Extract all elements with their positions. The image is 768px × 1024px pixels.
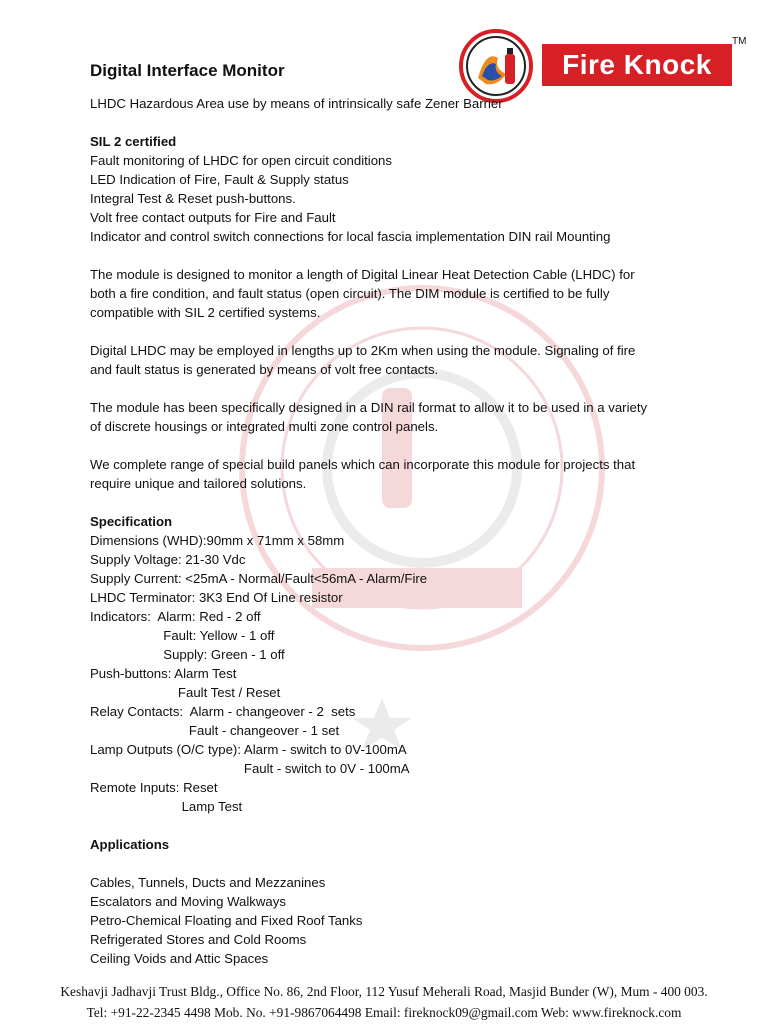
- list-item: Refrigerated Stores and Cold Rooms: [90, 932, 307, 947]
- spec-line: Fault - switch to 0V - 100mA: [90, 761, 410, 776]
- spec-line: Supply: Green - 1 off: [90, 647, 285, 662]
- applications-heading: Applications: [90, 837, 170, 852]
- trademark-mark: TM: [732, 36, 747, 47]
- spec-line: Indicators: Alarm: Red - 2 off: [90, 609, 261, 624]
- paragraph-line: We complete range of special build panels which can incorporate this module for projects that: [90, 457, 636, 472]
- list-item: Cables, Tunnels, Ducts and Mezzanines: [90, 875, 326, 890]
- spec-line: Dimensions (WHD):90mm x 71mm x 58mm: [90, 533, 345, 548]
- paragraph-panels: [90, 455, 690, 493]
- spec-line: Supply Voltage: 21-30 Vdc: [90, 552, 246, 567]
- footer-address: Keshavji Jadhavji Trust Bldg., Office No. 86, 2nd Floor, 112 Yusuf Meherali Road, Masjid Bunder (W), Mum - 400 003.: [60, 984, 708, 999]
- spec-line: Fault: Yellow - 1 off: [90, 628, 275, 643]
- brand-name: Fire Knock: [542, 44, 732, 86]
- list-item: Ceiling Voids and Attic Spaces: [90, 951, 269, 966]
- intro-text: LHDC Hazardous Area use by means of intrinsically safe Zener Barrier: [90, 96, 503, 111]
- paragraph-description: [90, 265, 690, 322]
- paragraph-line: The module has been specifically designed in a DIN rail format to allow it to be used in a variety: [90, 400, 648, 415]
- list-item: Escalators and Moving Walkways: [90, 894, 286, 909]
- list-item: Integral Test & Reset push-buttons.: [90, 191, 296, 206]
- paragraph-line: of discrete housings or integrated multi zone control panels.: [90, 419, 439, 434]
- spec-line: Fault - changeover - 1 set: [90, 723, 340, 738]
- feature-list: [90, 151, 690, 246]
- paragraph-line: The module is designed to monitor a length of Digital Linear Heat Detection Cable (LHDC) for: [90, 267, 635, 282]
- sil-heading: SIL 2 certified: [90, 134, 177, 149]
- footer-contact: Tel: +91-22-2345 4498 Mob. No. +91-9867064498 Email: fireknock09@gmail.com Web: www.fireknock.com: [86, 1005, 682, 1020]
- specification-heading: Specification: [90, 514, 173, 529]
- list-item: Indicator and control switch connections for local fascia implementation DIN rail Mounting: [90, 229, 611, 244]
- list-item: LED Indication of Fire, Fault & Supply status: [90, 172, 349, 187]
- spec-line: Supply Current: <25mA - Normal/Fault<56mA - Alarm/Fire: [90, 571, 428, 586]
- paragraph-line: compatible with SIL 2 certified systems.: [90, 305, 321, 320]
- paragraph-line: require unique and tailored solutions.: [90, 476, 307, 491]
- paragraph-length: [90, 341, 690, 379]
- spec-line: Relay Contacts: Alarm - changeover - 2 sets: [90, 704, 356, 719]
- paragraph-line: Digital LHDC may be employed in lengths up to 2Km when using the module. Signaling of fire: [90, 343, 636, 358]
- list-item: Fault monitoring of LHDC for open circuit conditions: [90, 153, 392, 168]
- list-item: Petro-Chemical Floating and Fixed Roof Tanks: [90, 913, 363, 928]
- spec-line: Remote Inputs: Reset: [90, 780, 218, 795]
- document-body: [90, 60, 690, 968]
- paragraph-din-rail: [90, 398, 690, 436]
- spec-line: Lamp Outputs (O/C type): Alarm - switch to 0V-100mA: [90, 742, 407, 757]
- paragraph-line: and fault status is generated by means of volt free contacts.: [90, 362, 439, 377]
- spec-line: Lamp Test: [90, 799, 243, 814]
- specification-list: [90, 531, 690, 816]
- spec-line: Fault Test / Reset: [90, 685, 281, 700]
- spec-line: Push-buttons: Alarm Test: [90, 666, 237, 681]
- page-title: Digital Interface Monitor: [90, 61, 285, 80]
- applications-list: [90, 873, 690, 968]
- paragraph-line: both a fire condition, and fault status (open circuit). The DIM module is certified to be fully: [90, 286, 610, 301]
- spec-line: LHDC Terminator: 3K3 End Of Line resistor: [90, 590, 343, 605]
- list-item: Volt free contact outputs for Fire and Fault: [90, 210, 336, 225]
